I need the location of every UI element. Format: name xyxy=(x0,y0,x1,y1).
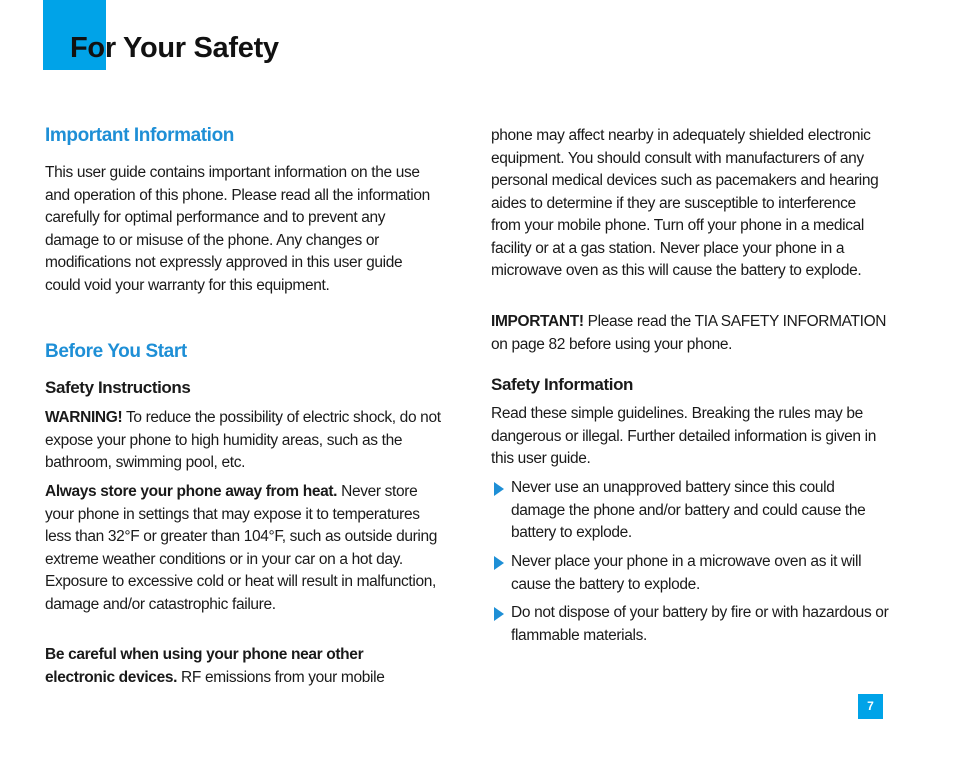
careful-body: RF emissions from your mobile xyxy=(177,668,385,686)
right-triangle-arrow-icon xyxy=(494,607,504,621)
electronic-devices-paragraph xyxy=(45,644,415,689)
heading-important-information: Important Information xyxy=(45,125,234,146)
store-away-from-heat-paragraph xyxy=(45,481,441,616)
careful-lead: Be careful when using your phone near other electronic devices. xyxy=(45,646,364,686)
page-number-badge: 7 xyxy=(858,694,883,719)
heading-safety-information: Safety Information xyxy=(491,375,634,394)
bullet-text: Do not dispose of your battery by fire or with hazardous or flammable materials. xyxy=(511,604,889,644)
safety-information-intro: Read these simple guidelines. Breaking the rules may be dangerous or illegal. Further detailed information is given in this user guide. xyxy=(491,405,876,467)
continued-text: phone may affect nearby in adequately shielded electronic equipment. You should consult with manufacturers of any personal medical devices such as pacemakers and hearing aides to determine if they are susceptible to interference from your mobile phone. Turn off your phone in a medical facility or at a gas station. Never place your phone in a microwave oven as this will cause the battery to explode. xyxy=(491,127,879,279)
important-body: Please read the TIA SAFETY INFORMATION on page 82 before using your phone. xyxy=(491,313,887,353)
right-triangle-arrow-icon xyxy=(494,556,504,570)
store-body: Never store your phone in settings that may expose it to temperatures less than 32°F or greater than 104°F, such as outside during extreme weather conditions or in your car on a hot day. Exposure to excessive cold or heat will result in malfunction, damage and/or catastrophic failure. xyxy=(45,483,438,613)
important-information-text: This user guide contains important information on the use and operation of this phone. Please read all the information carefully for optimal performance and to prevent any damage to or misuse of the phone. Any changes or modifications not expressly approved in this user guide could void your warranty for this equipment. xyxy=(45,164,430,294)
heading-safety-instructions: Safety Instructions xyxy=(45,378,191,397)
warning-lead: WARNING! xyxy=(45,409,123,426)
store-lead: Always store your phone away from heat. xyxy=(45,483,338,500)
bullet-text: Never place your phone in a microwave oven as it will cause the battery to explode. xyxy=(511,553,862,593)
important-lead: IMPORTANT! xyxy=(491,313,584,330)
page-title: For Your Safety xyxy=(70,32,279,64)
right-triangle-arrow-icon xyxy=(494,482,504,496)
warning-paragraph xyxy=(45,407,441,475)
bullet-text: Never use an unapproved battery since this could damage the phone and/or battery and could cause the battery to explode. xyxy=(511,479,866,541)
heading-before-you-start: Before You Start xyxy=(45,341,187,362)
warning-body: To reduce the possibility of electric shock, do not expose your phone to high humidity areas, such as the bathroom, swimming pool, etc. xyxy=(45,409,441,471)
important-paragraph xyxy=(491,311,887,356)
